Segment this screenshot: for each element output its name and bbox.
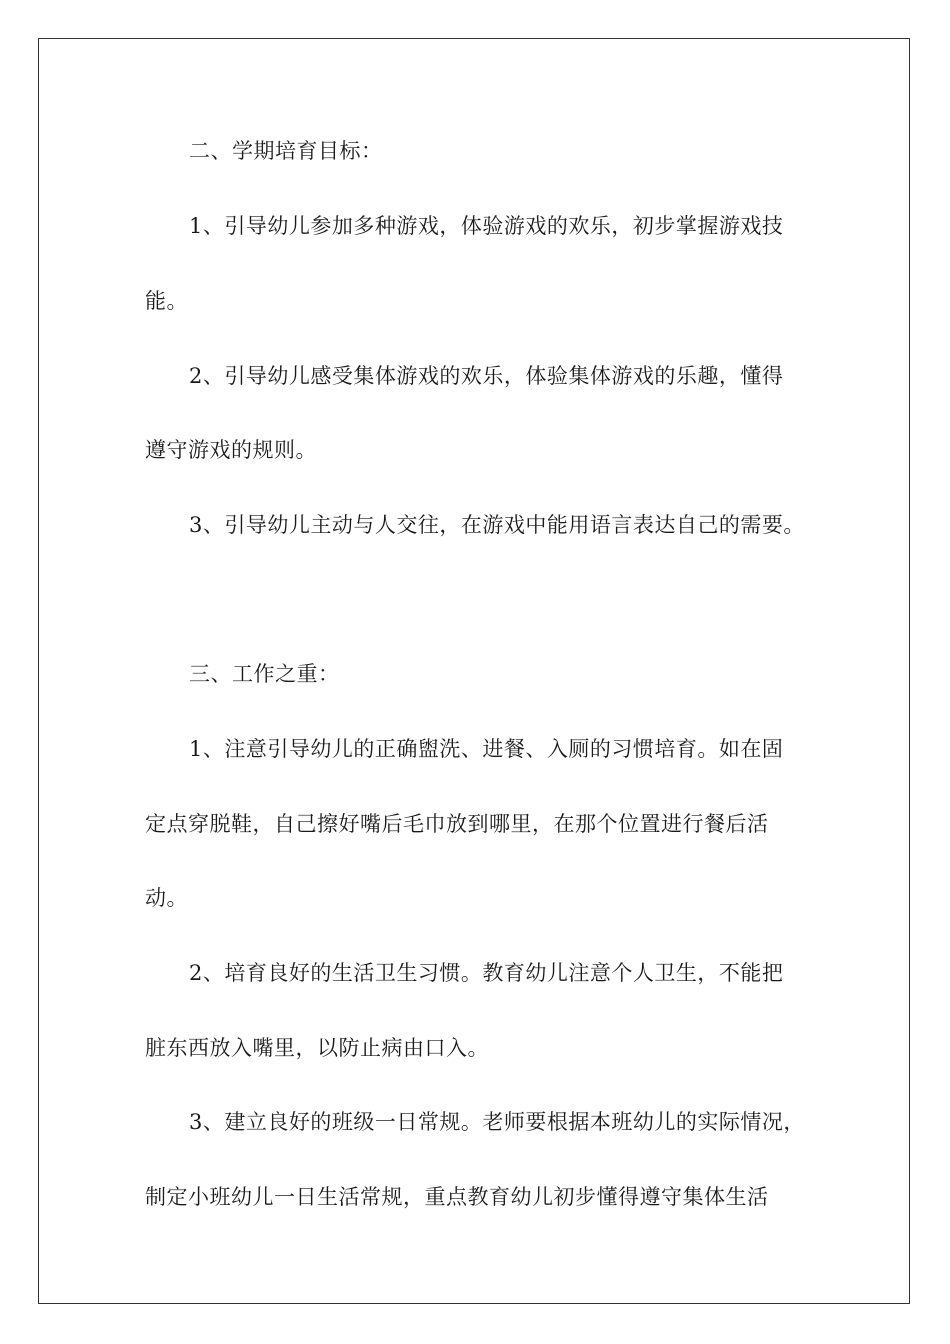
section-heading-work-focus: 三、工作之重： — [189, 662, 340, 686]
work-item-1-line-2: 定点穿脱鞋，自己擦好嘴后毛巾放到哪里，在那个位置进行餐后活 — [145, 812, 769, 836]
work-item-1-line-1: 1、注意引导幼儿的正确盥洗、进餐、入厕的习惯培育。如在固 — [189, 737, 784, 761]
goal-item-1-line-2: 能。 — [145, 289, 188, 313]
goal-item-3-line-1: 3、引导幼儿主动与人交往，在游戏中能用语言表达自己的需要。 — [189, 513, 805, 537]
section-heading-goals: 二、学期培育目标： — [189, 139, 383, 163]
work-item-2-line-2: 脏东西放入嘴里，以防止病由口入。 — [145, 1036, 489, 1060]
work-item-1-line-3: 动。 — [145, 886, 188, 910]
work-item-3-line-2: 制定小班幼儿一日生活常规，重点教育幼儿初步懂得遵守集体生活 — [145, 1185, 769, 1209]
work-item-3-line-1: 3、建立良好的班级一日常规。老师要根据本班幼儿的实际情况， — [189, 1110, 805, 1134]
goal-item-1-line-1: 1、引导幼儿参加多种游戏，体验游戏的欢乐，初步掌握游戏技 — [189, 214, 784, 238]
work-item-2-line-1: 2、培育良好的生活卫生习惯。教育幼儿注意个人卫生，不能把 — [189, 961, 784, 985]
goal-item-2-line-2: 遵守游戏的规则。 — [145, 438, 317, 462]
goal-item-2-line-1: 2、引导幼儿感受集体游戏的欢乐，体验集体游戏的乐趣，懂得 — [189, 364, 784, 388]
